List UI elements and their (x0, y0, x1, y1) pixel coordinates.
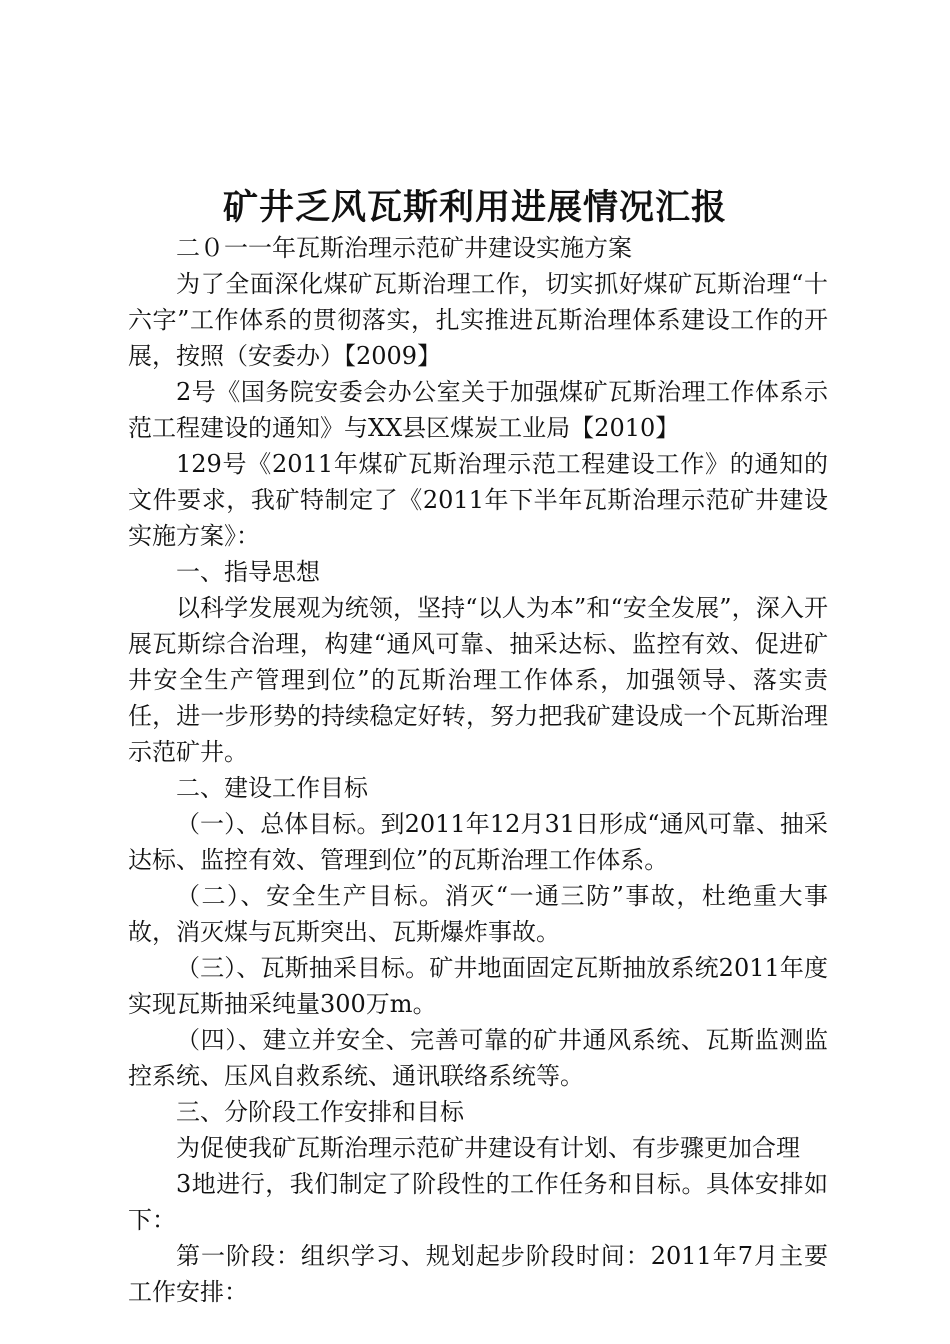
section-heading: 二、建设工作目标 (176, 774, 368, 802)
paragraph: （二）、安全生产目标。消灭“一通三防”事故，杜绝重大事故，消灭煤与瓦斯突出、瓦斯爆炸事故。 (128, 882, 828, 946)
paragraph: 以科学发展观为统领，坚持“以人为本”和“安全发展”，深入开展瓦斯综合治理，构建“通风可靠、抽采达标、监控有效、促进矿井安全生产管理到位”的瓦斯治理工作体系，加强领导、落实责任，进一步形势的持续稳定好转，努力把我矿建设成一个瓦斯治理示范矿井。 (128, 594, 828, 766)
document-body (128, 230, 828, 1310)
paragraph: （三）、瓦斯抽采目标。矿井地面固定瓦斯抽放系统2011年度实现瓦斯抽采纯量300万m。 (128, 954, 828, 1018)
document-title: 矿井乏风瓦斯利用进展情况汇报 (222, 187, 727, 228)
paragraph: 2号《国务院安委会办公室关于加强煤矿瓦斯治理工作体系示范工程建设的通知》与XX县区煤炭工业局【2010】 (128, 378, 828, 442)
section-heading: 三、分阶段工作安排和目标 (176, 1098, 464, 1126)
paragraph: 为了全面深化煤矿瓦斯治理工作，切实抓好煤矿瓦斯治理“十六字”工作体系的贯彻落实，扎实推进瓦斯治理体系建设工作的开展，按照（安委办）【2009】 (128, 270, 828, 370)
paragraph: 3地进行，我们制定了阶段性的工作任务和目标。具体安排如下： (128, 1170, 828, 1234)
paragraph: 二０一一年瓦斯治理示范矿井建设实施方案 (176, 234, 632, 262)
paragraph: （四）、建立并安全、完善可靠的矿井通风系统、瓦斯监测监控系统、压风自救系统、通讯联络系统等。 (128, 1026, 828, 1090)
paragraph: 第一阶段：组织学习、规划起步阶段时间：2011年7月主要工作安排： (128, 1242, 828, 1306)
paragraph: 为促使我矿瓦斯治理示范矿井建设有计划、有步骤更加合理 (176, 1134, 800, 1162)
section-heading: 一、指导思想 (176, 558, 320, 586)
paragraph: 129号《2011年煤矿瓦斯治理示范工程建设工作》的通知的文件要求，我矿特制定了《2011年下半年瓦斯治理示范矿井建设实施方案》： (128, 450, 828, 550)
paragraph: （一）、总体目标。到2011年12月31日形成“通风可靠、抽采达标、监控有效、管理到位”的瓦斯治理工作体系。 (128, 810, 828, 874)
